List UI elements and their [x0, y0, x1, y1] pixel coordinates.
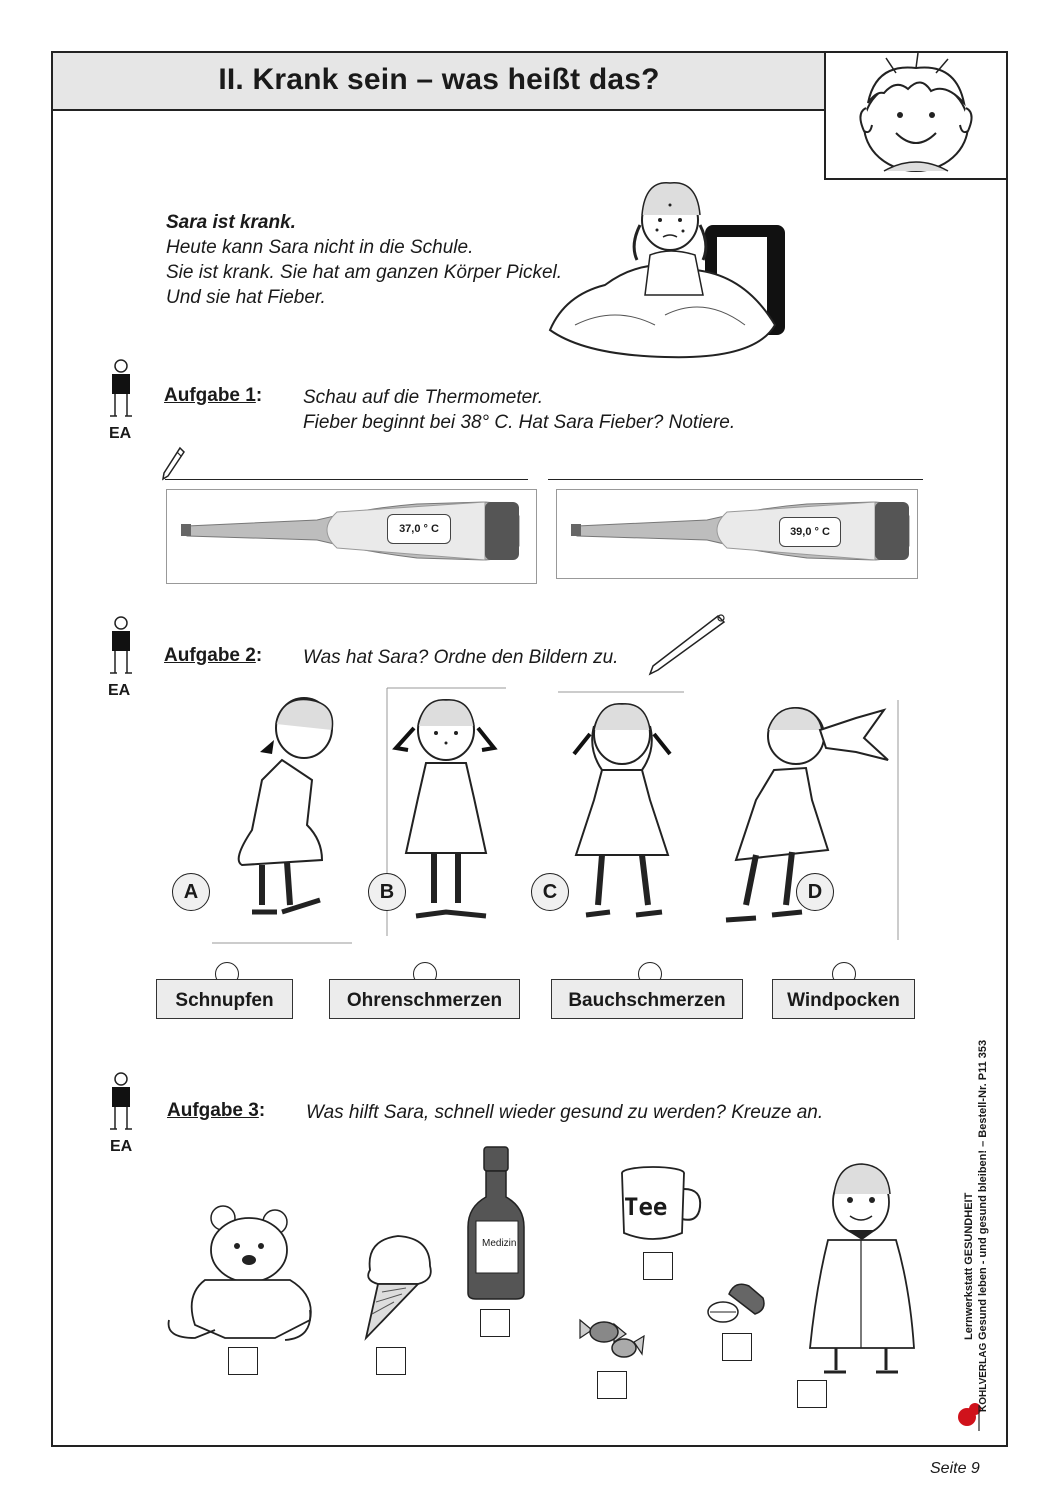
task1-line: Fieber beginnt bei 38° C. Hat Sara Fieber? Notiere. — [303, 412, 736, 433]
picture-letter-b: B — [368, 873, 406, 911]
checkbox-teddy[interactable] — [228, 1347, 258, 1375]
task1-text — [303, 385, 735, 435]
thermometer-reading: 37,0 ° C — [387, 514, 451, 544]
checkbox-doctor[interactable] — [797, 1380, 827, 1408]
pencil-icon — [160, 446, 186, 482]
ice-cream-illustration — [358, 1230, 438, 1342]
candy-illustration — [570, 1310, 645, 1365]
girl-chickenpox-illustration — [386, 688, 508, 938]
task2-text: Was hat Sara? Ordne den Bildern zu. — [303, 647, 619, 668]
picture-letter-d: D — [796, 873, 834, 911]
sidebar-line: Lernwerkstatt GESUNDHEIT — [963, 1192, 975, 1340]
answer-line[interactable] — [165, 479, 528, 480]
publisher-sidebar-text — [962, 1010, 990, 1340]
doctor-illustration — [806, 1158, 921, 1378]
checkbox-pills[interactable] — [722, 1333, 752, 1361]
student-icon — [108, 1071, 134, 1133]
medicine-label: Medizin — [482, 1238, 517, 1249]
thermometer-reading: 39,0 ° C — [779, 517, 841, 547]
girl-earache-illustration — [558, 690, 688, 938]
sidebar-line: Gesund leben - und gesund bleiben! – Bestell-Nr. P11 353 — [977, 1039, 989, 1340]
thermometer-icon — [557, 490, 917, 578]
label-windpocken: Windpocken — [772, 979, 915, 1019]
task2-heading: Aufgabe 2: — [164, 645, 263, 666]
pills-illustration — [705, 1276, 767, 1330]
picture-letter-a: A — [172, 873, 210, 911]
boy-portrait — [824, 53, 1006, 180]
ea-label: EA — [110, 1138, 133, 1155]
task1-heading: Aufgabe 1: — [164, 385, 263, 406]
ea-label: EA — [109, 425, 132, 442]
checkbox-tea[interactable] — [643, 1252, 673, 1280]
checkbox-medicine[interactable] — [480, 1309, 510, 1337]
intro-text — [166, 210, 562, 310]
task2-heading-text: Aufgabe 2 — [164, 645, 256, 666]
publisher-name: KOHLVERLAG — [978, 1342, 989, 1412]
intro-line: Heute kann Sara nicht in die Schule. — [166, 237, 474, 258]
task3-heading: Aufgabe 3: — [167, 1100, 266, 1121]
tea-label: Tee — [624, 1193, 668, 1221]
task3-text: Was hilft Sara, schnell wieder gesund zu werden? Kreuze an. — [306, 1102, 824, 1123]
task1-line: Schau auf die Thermometer. — [303, 387, 544, 408]
answer-line[interactable] — [548, 479, 923, 480]
girl-stomachache-illustration — [212, 690, 354, 945]
kohl-verlag-logo-icon — [955, 1345, 995, 1435]
task1-heading-text: Aufgabe 1 — [164, 385, 256, 406]
thermometer-icon — [167, 490, 536, 583]
label-schnupfen: Schnupfen — [156, 979, 293, 1019]
thermometer-2 — [556, 489, 918, 579]
boy-face-illustration — [826, 53, 1006, 178]
sick-girl-in-bed-illustration — [545, 175, 785, 365]
student-icon — [108, 615, 134, 677]
thermometer-1 — [166, 489, 537, 584]
intro-line: Sie ist krank. Sie hat am ganzen Körper Pickel. — [166, 262, 563, 283]
medicine-bottle-illustration — [466, 1145, 526, 1301]
page-number: Seite 9 — [930, 1460, 980, 1477]
intro-line: Und sie hat Fieber. — [166, 287, 326, 308]
pencil-icon — [648, 612, 728, 676]
title-bar — [53, 53, 825, 111]
ea-label: EA — [108, 682, 131, 699]
teddy-bear-illustration — [165, 1200, 315, 1345]
label-ohrenschmerzen: Ohrenschmerzen — [329, 979, 520, 1019]
checkbox-candy[interactable] — [597, 1371, 627, 1399]
intro-heading: Sara ist krank. — [166, 212, 296, 233]
checkbox-ice-cream[interactable] — [376, 1347, 406, 1375]
task3-heading-text: Aufgabe 3 — [167, 1100, 259, 1121]
picture-letter-c: C — [531, 873, 569, 911]
label-bauchschmerzen: Bauchschmerzen — [551, 979, 743, 1019]
student-icon — [108, 358, 134, 420]
page-title: II. Krank sein – was heißt das? — [218, 63, 660, 96]
